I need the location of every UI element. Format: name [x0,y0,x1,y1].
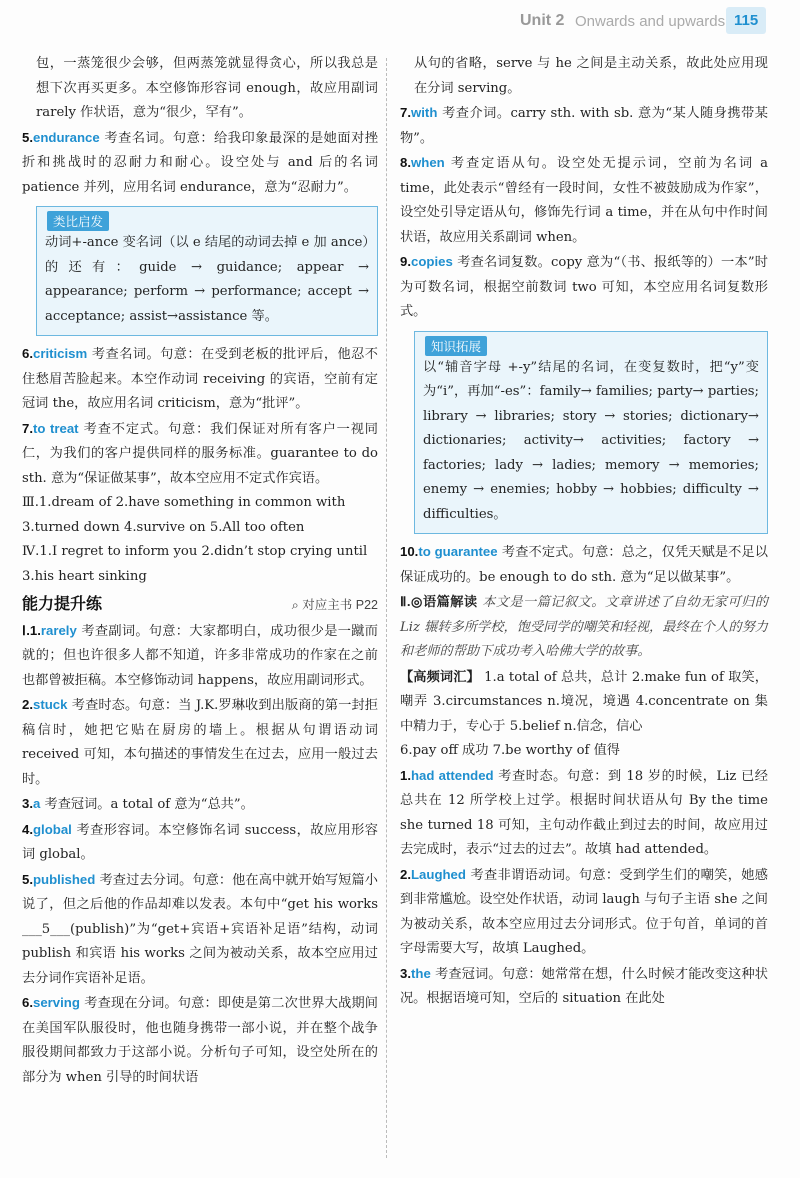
item-number: 8. [400,155,411,170]
explanation: 考查副词。句意：大家都明白，成功很少是一蹴而就的；但也许很多人都不知道，许多非常成功的作家在之前也都曾被拒稿。本空修饰动词 happens，故应用副词形式。 [22,623,378,688]
explanation: 考查时态。句意：当 J.K.罗琳收到出版商的第一封拒稿信时，她把它贴在厨房的墙上。根据从句谓语动词 received 可知，本句描述的事情发生在过去，应用一般过去时。 [22,698,378,787]
explanation: 考查名词。句意：在受到老板的批评后，他忍不住愁眉苦脸起来。本空作动词 receiving 的宾语，空前有定冠词 the，故应用名词 criticism，意为“批评”。 [22,347,378,411]
item-number: 5. [22,129,33,145]
answer-word: endurance [33,129,100,145]
item-number: 6. [22,995,33,1010]
answer-word: criticism [33,346,88,361]
paragraph-continued: 包，一蒸笼很少会够，但两蒸笼就显得贪心，所以我总是想下次再买更多。本空修饰形容词 enough，故应用副词 rarely 作状语，意为“很少，罕有”。 [36,56,378,120]
item-number: 7. [400,105,411,120]
answer-6 [22,342,378,417]
answer-word: a [33,796,41,811]
item-number: 10. [400,544,419,559]
passage-answer-1 [400,764,768,863]
item-number: 5. [22,871,33,887]
passage-summary [400,590,768,665]
reference-text: 对应主书 P22 [302,598,378,612]
answer-word: published [33,871,96,887]
answer-word: had attended [411,767,494,783]
answer-word: Laughed [411,866,466,882]
knowledge-box [414,331,768,535]
answer-9-right [400,250,768,325]
explanation: 考查冠词。a total of 意为“总共”。 [40,797,254,812]
item-number: 7. [22,420,33,436]
item-number: 6. [22,346,33,361]
answer-word: to guarantee [418,544,498,559]
item-number: 9. [400,254,411,269]
knowledge-tag: 知识拓展 [425,336,487,356]
vocab-block [400,665,768,740]
passage-answer-2 [400,863,768,962]
item-number: 4. [22,821,33,837]
answer-word: rarely [40,622,77,638]
page-number: 115 [726,7,766,34]
answer-word: when [411,155,445,170]
explanation: 考查定语从句。设空处无提示词，空前为名词 a time，此处表示“曾经有一段时间，女性不被鼓励成为作家”，设空处引导定语从句，修饰先行词 a time，并在从句中作时间状语，故应用关系副词 when。 [400,156,768,245]
main-book-reference[interactable] [292,593,378,618]
answer-word: stuck [33,697,68,712]
answer-word: the [411,965,431,981]
section-3-line-2: 3.turned down 4.survive on 5.All too often [22,519,305,535]
left-column [22,52,378,1090]
analogy-text: 动词+-ance 变名词（以 e 结尾的动词去掉 e 加 ance）的还有：guide → guidance; appear → appearance; perform → performance; accept → acceptance; assist→assistance 等。 [45,235,369,324]
answer-word: to treat [33,420,79,436]
knowledge-text: 以“辅音字母 +-y”结尾的名词，在变复数时，把“y”变为“i”，再加“-es”：family→ families; party→ parties; library → libraries; story → stories; dictionary→ dictionaries; activity→ activities; factory → factories; lady → ladies; memory → memories; enemy → enemies; hobby → hobbies; difficulty → difficulties。 [423,359,759,522]
explanation: 考查时态。句意：到 18 岁的时候，Liz 已经总共在 12 所学校上过学。根据时间状语从句 By the time she turned 18 可知，主句动作截止到过去的时间，故应用过去完成时，表示“过去的过去”。故填 had attended。 [400,768,768,857]
explanation: 考查名词复数。copy 意为“（书、报纸等的）一本”时为可数名词，根据空前数词 two 可知，本空应用名词复数形式。 [400,255,768,319]
answer-7 [22,417,378,492]
summary-heading: Ⅱ.◎语篇解读 [400,594,478,609]
item-number: 2. [22,697,33,712]
vocab-text: 1.a total of 总共，总计 2.make fun of 取笑，嘲弄 3.circumstances n.境况，境遇 4.concentrate on 集中精力于，专心于 5.belief n.信念，信心 [400,669,768,734]
unit-subtitle: Onwards and upwards [575,13,726,30]
answer-8-right [400,151,768,250]
ability-heading [22,593,378,619]
answer-word: copies [411,254,453,269]
explanation: 考查非谓语动词。句意：受到学生们的嘲笑，她感到非常尴尬。设空处作状语，动词 laugh 与句子主语 she 之间为被动关系，故本空应用过去分词形式。位于句首，单词的首字母需要大写，故填 Laughed。 [400,867,768,956]
explanation: 考查不定式。句意：我们保证对所有客户一视同仁，为我们的客户提供同样的服务标准。guarantee to do sth. 意为“保证做某事”，故本空应用不定式作宾语。 [22,421,378,486]
explanation: 考查过去分词。句意：他在高中就开始写短篇小说了，但之后他的作品却难以发表。本句中“get his works ___5___(publish)”为“get+宾语+宾语补足语”结构，动词 publish 和宾语 his works 之间为被动关系，故本空应用过去分词作宾语补足语。 [22,872,378,986]
answer-5 [22,126,378,201]
explanation: 考查名词。句意：给我印象最深的是她面对挫折和挑战时的忍耐力和耐心。设空处与 and 后的名词 patience 并列，应用名词 endurance，意为“忍耐力”。 [22,130,378,195]
explanation: 考查现在分词。句意：即使是第二次世界大战期间在美国军队服役时，他也随身携带一部小说，并在整个战争服役期间都致力于这部小说。分析句子可知，设空处所在的部分为 when 引导的时间状语 [22,996,378,1085]
section-4-line-2: 3.his heart sinking [22,568,147,584]
answer-10-right [400,540,768,590]
explanation: 考查介词。carry sth. with sb. 意为“某人随身携带某物”。 [400,106,768,146]
answer-word: with [411,105,438,120]
search-icon: ⌕ [291,598,303,612]
summary-text: 本文是一篇记叙文。文章讲述了自幼无家可归的 Liz 辗转多所学校，饱受同学的嘲笑和轻视，最终在个人的努力和老师的帮助下成功考入哈佛大学的故事。 [400,595,768,659]
item-number: 1. [400,767,411,783]
right-column [400,52,768,1012]
ability-answer-3 [22,792,378,818]
section-3-line-1: Ⅲ.1.dream of 2.have something in common with [22,495,346,510]
ability-answer-5 [22,868,378,992]
answer-word: global [33,821,72,837]
vocab-line-2: 6.pay off 成功 7.be worthy of 值得 [400,743,620,758]
vocab-heading: 【高频词汇】 [400,668,480,684]
ability-answer-4 [22,818,378,868]
item-number: 3. [400,965,411,981]
analogy-box [36,206,378,336]
passage-answer-3 [400,962,768,1012]
ability-answer-1 [22,619,378,694]
explanation: 考查冠词。句意：她常常在想，什么时候才能改变这种状况。根据语境可知，空后的 situation 在此处 [400,966,768,1006]
section-4-line-1: Ⅳ.1.I regret to inform you 2.didn’t stop crying until [22,544,368,559]
item-number: 3. [22,796,33,811]
answer-word: serving [33,995,80,1010]
page-header [470,0,800,46]
analogy-tag: 类比启发 [47,211,109,231]
unit-label: Unit 2 [520,12,565,29]
ability-answer-2 [22,693,378,792]
column-divider [386,58,387,1158]
explanation: 考查形容词。本空修饰名词 success，故应用形容词 global。 [22,822,378,862]
ability-answer-6 [22,991,378,1090]
explanation: 考查不定式。句意：总之，仅凭天赋是不足以保证成功的。be enough to do sth. 意为“足以做某事”。 [400,545,768,585]
ability-title: 能力提升练 [22,596,103,613]
answer-7-right [400,101,768,151]
paragraph-continued: 从句的省略，serve 与 he 之间是主动关系，故此处应用现在分词 serving。 [414,56,768,96]
item-number: Ⅰ.1. [22,622,41,638]
item-number: 2. [400,866,411,882]
